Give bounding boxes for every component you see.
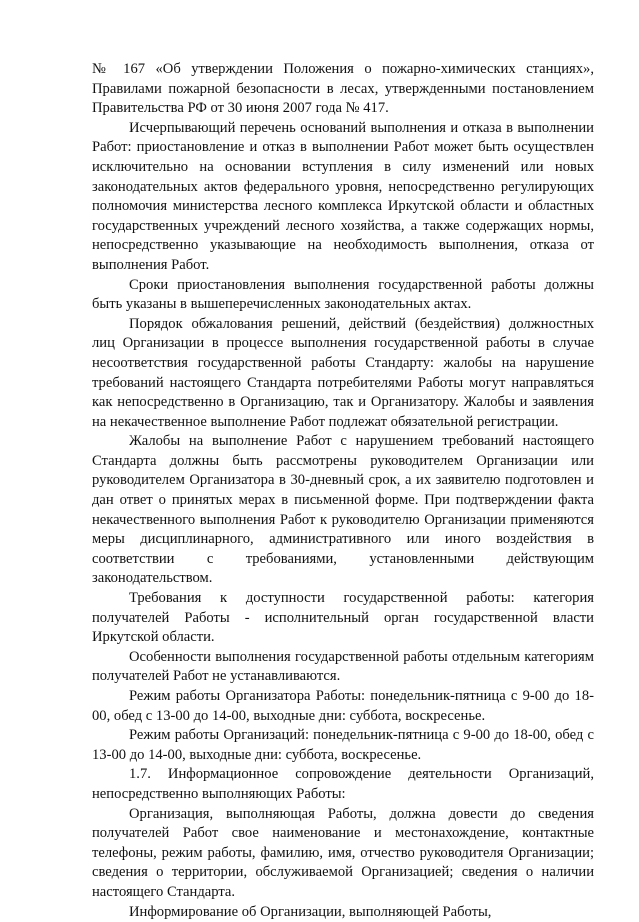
- paragraph-9: 1.7. Информационное сопровождение деятельности Организаций, непосредственно выполняющих Работы:: [92, 766, 594, 802]
- paragraph-6: Особенности выполнения государственной работы отдельным категориям получателей Работ не устанавливаются.: [92, 648, 594, 685]
- paragraph-10: Организация, выполняющая Работы, должна довести до сведения получателей Работ свое наименование и местонахождение, контактные телефоны, режим работы, фамилию, имя, отчество руководителя Организации; сведения о территории, обслуживаемой Организацией; сведения о наличии настоящего Стандарта.: [92, 805, 594, 900]
- paragraph-0: [92, 60, 594, 119]
- paragraph-5: Требования к доступности государственной работы: категория получателей Работы - исполнительный орган государственной власти Иркутской области.: [92, 590, 594, 646]
- paragraph-11: Информирование об Организации, выполняющей Работы,: [129, 903, 492, 920]
- document-page: [92, 60, 594, 922]
- rules-link[interactable]: Правилами: [92, 80, 162, 97]
- paragraph-0-end: пожарной безопасности в лесах, утвержденными постановлением Правительства РФ от 30 июня 2007 года № 417.: [92, 80, 594, 117]
- paragraph-4: Жалобы на выполнение Работ с нарушением требований настоящего Стандарта должны быть рассмотрены руководителем Организации или руководителем Организатора в 30-дневный срок, а их заявителю подготовлен и дан ответ о принятых мерах в письменной форме. При подтверждении факта некачественного выполнения Работ к руководителю Организации применяются меры дисциплинарного, административного или иного воздействия в соответствии с требованиями, установленными действующим законодательством.: [92, 433, 594, 587]
- paragraph-1: Исчерпывающий перечень оснований выполнения и отказа в выполнении Работ: приостановление и отказ в выполнении Работ может быть осуществлен исключительно на основании вступления в силу изменений или новых законодательных актов федерального уровня, непосредственно регулирующих полномочия министерства лесного комплекса Иркутской области и областных государственных учреждений лесного хозяйства, а также содержащих нормы, непосредственно указывающие на необходимость выполнения, отказа от выполнения Работ.: [92, 119, 594, 273]
- paragraph-0-start: № 167 «Об утверждении Положения о пожарно-химических станциях»,: [92, 61, 594, 77]
- paragraph-8: Режим работы Организаций: понедельник-пятница с 9-00 до 18-00, обед с 13-00 до 14-00, выходные дни: суббота, воскресенье.: [92, 727, 594, 763]
- paragraph-7: Режим работы Организатора Работы: понедельник-пятница с 9-00 до 18-00, обед с 13-00 до 14-00, выходные дни: суббота, воскресенье.: [92, 688, 594, 724]
- paragraph-2: Сроки приостановления выполнения государственной работы должны быть указаны в вышеперечисленных законодательных актах.: [92, 276, 594, 313]
- paragraph-3: Порядок обжалования решений, действий (бездействия) должностных лиц Организации в процессе выполнения государственной работы в случае несоответствия государственной работы Стандарту: жалобы на нарушение требований настоящего Стандарта потребителями Работы могут направляться как непосредственно в Организацию, так и Организатору. Жалобы и заявления на некачественное выполнение Работ подлежат обязательной регистрации.: [92, 315, 594, 430]
